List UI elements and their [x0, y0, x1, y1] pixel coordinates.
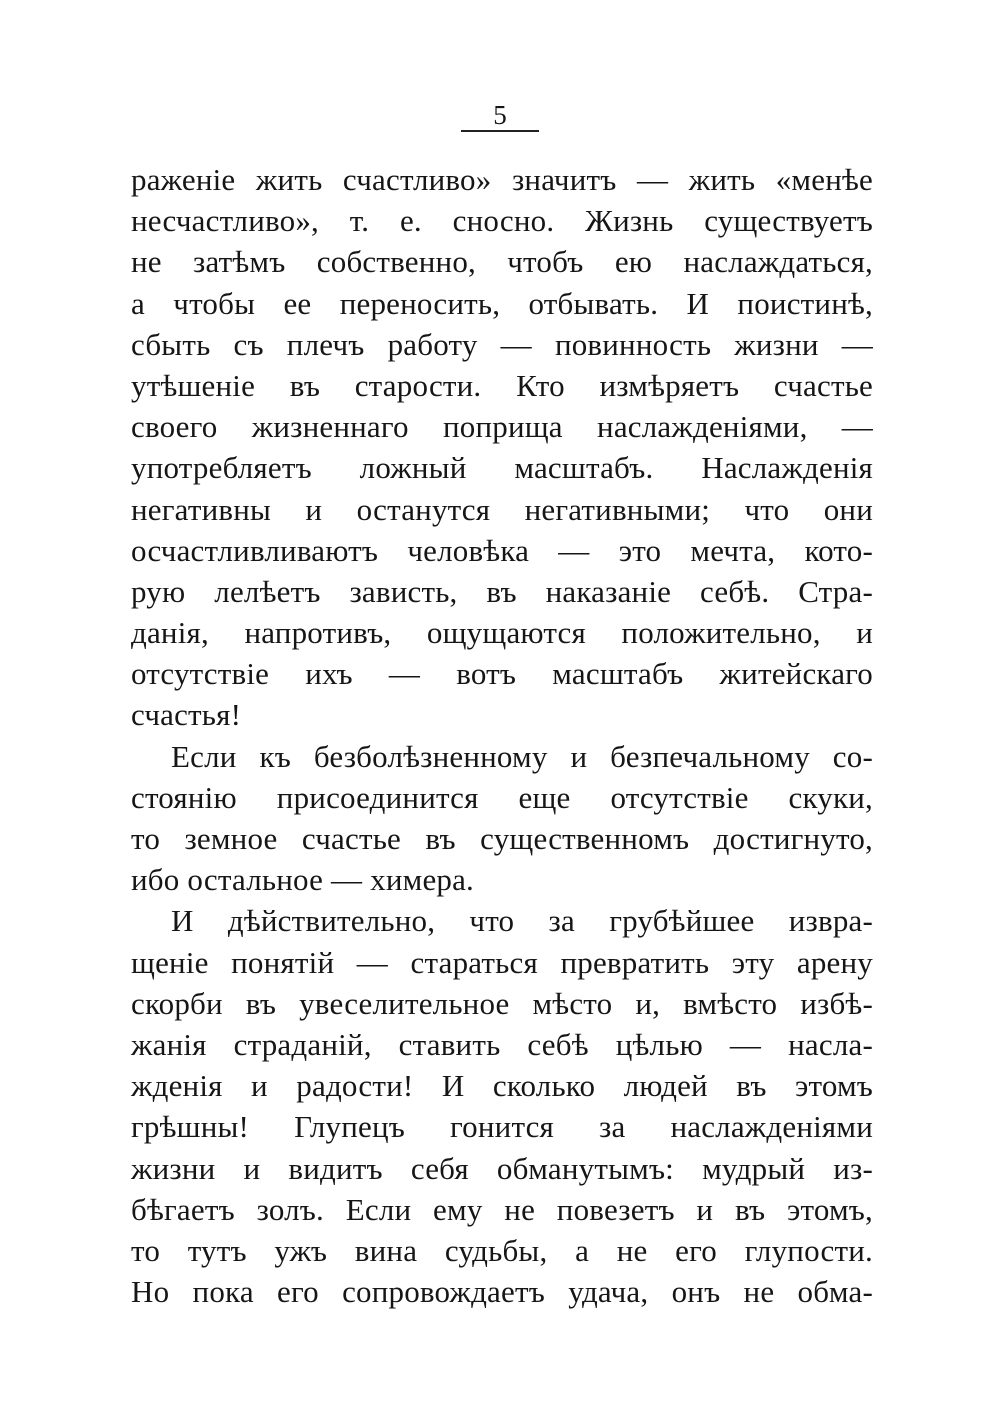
text-line: скорби въ увеселительное мѣсто и, вмѣсто избѣ- [131, 985, 873, 1021]
text-line: отсутствіе ихъ — вотъ масштабъ житейскаго [131, 656, 873, 692]
text-line: щеніе понятій — стараться превратить эту арену [131, 944, 873, 980]
text-line: утѣшеніе въ старости. Кто измѣряетъ счастье [131, 367, 873, 403]
page-number-text: 5 [493, 100, 507, 130]
text-line: несчастливо», т. е. сносно. Жизнь существуетъ [131, 203, 873, 239]
text-line: Но пока его сопровождаетъ удача, онъ не обма- [131, 1274, 873, 1310]
text-line: употребляетъ ложный масштабъ. Наслажденія [131, 450, 873, 486]
page-number-rule [461, 130, 539, 132]
text-line: счастья! [131, 697, 242, 733]
text-line: ибо остальное — химера. [131, 862, 475, 898]
text-line: то тутъ ужъ вина судьбы, а не его глупости. [131, 1232, 873, 1268]
text-line: жизни и видитъ себя обманутымъ: мудрый из- [131, 1150, 873, 1186]
text-line: а чтобы ее переносить, отбывать. И поистинѣ, [131, 285, 873, 321]
text-line: раженіе жить счастливо» значитъ — жить «менѣе [131, 162, 873, 197]
text-line: грѣшны! Глупецъ гонится за наслажденіями [131, 1109, 873, 1145]
text-line: жанія страданій, ставить себѣ цѣлью — насла- [131, 1026, 873, 1062]
text-line: рую лелѣетъ зависть, въ наказаніе себѣ. Стра- [131, 573, 873, 609]
paragraph [131, 900, 873, 1312]
text-line: И дѣйствительно, что за грубѣйшее извра- [171, 903, 873, 939]
text-line: то земное счастье въ существенномъ достигнуто, [131, 821, 873, 856]
paragraph [131, 736, 873, 901]
text-line: негативны и останутся негативными; что они [131, 491, 873, 527]
text-line: осчастливливаютъ человѣка — это мечта, кото- [131, 532, 873, 568]
text-line: сбыть съ плечъ работу — повинность жизни — [131, 326, 873, 362]
text-line: Если къ безболѣзненному и безпечальному со- [171, 738, 873, 774]
text-line: не затѣмъ собственно, чтобъ ею наслаждаться, [131, 244, 873, 280]
text-line: данія, напротивъ, ощущаются положительно, и [131, 615, 873, 651]
body-text [131, 159, 873, 1312]
page-number [0, 98, 1000, 132]
text-line: стоянію присоединится еще отсутствіе скуки, [131, 779, 873, 815]
text-line: жденія и радости! И сколько людей въ этомъ [131, 1068, 873, 1104]
text-line: своего жизненнаго поприща наслажденіями, — [131, 409, 873, 445]
text-line: бѣгаетъ золъ. Если ему не повезетъ и въ этомъ, [131, 1191, 873, 1227]
paragraph [131, 159, 873, 736]
